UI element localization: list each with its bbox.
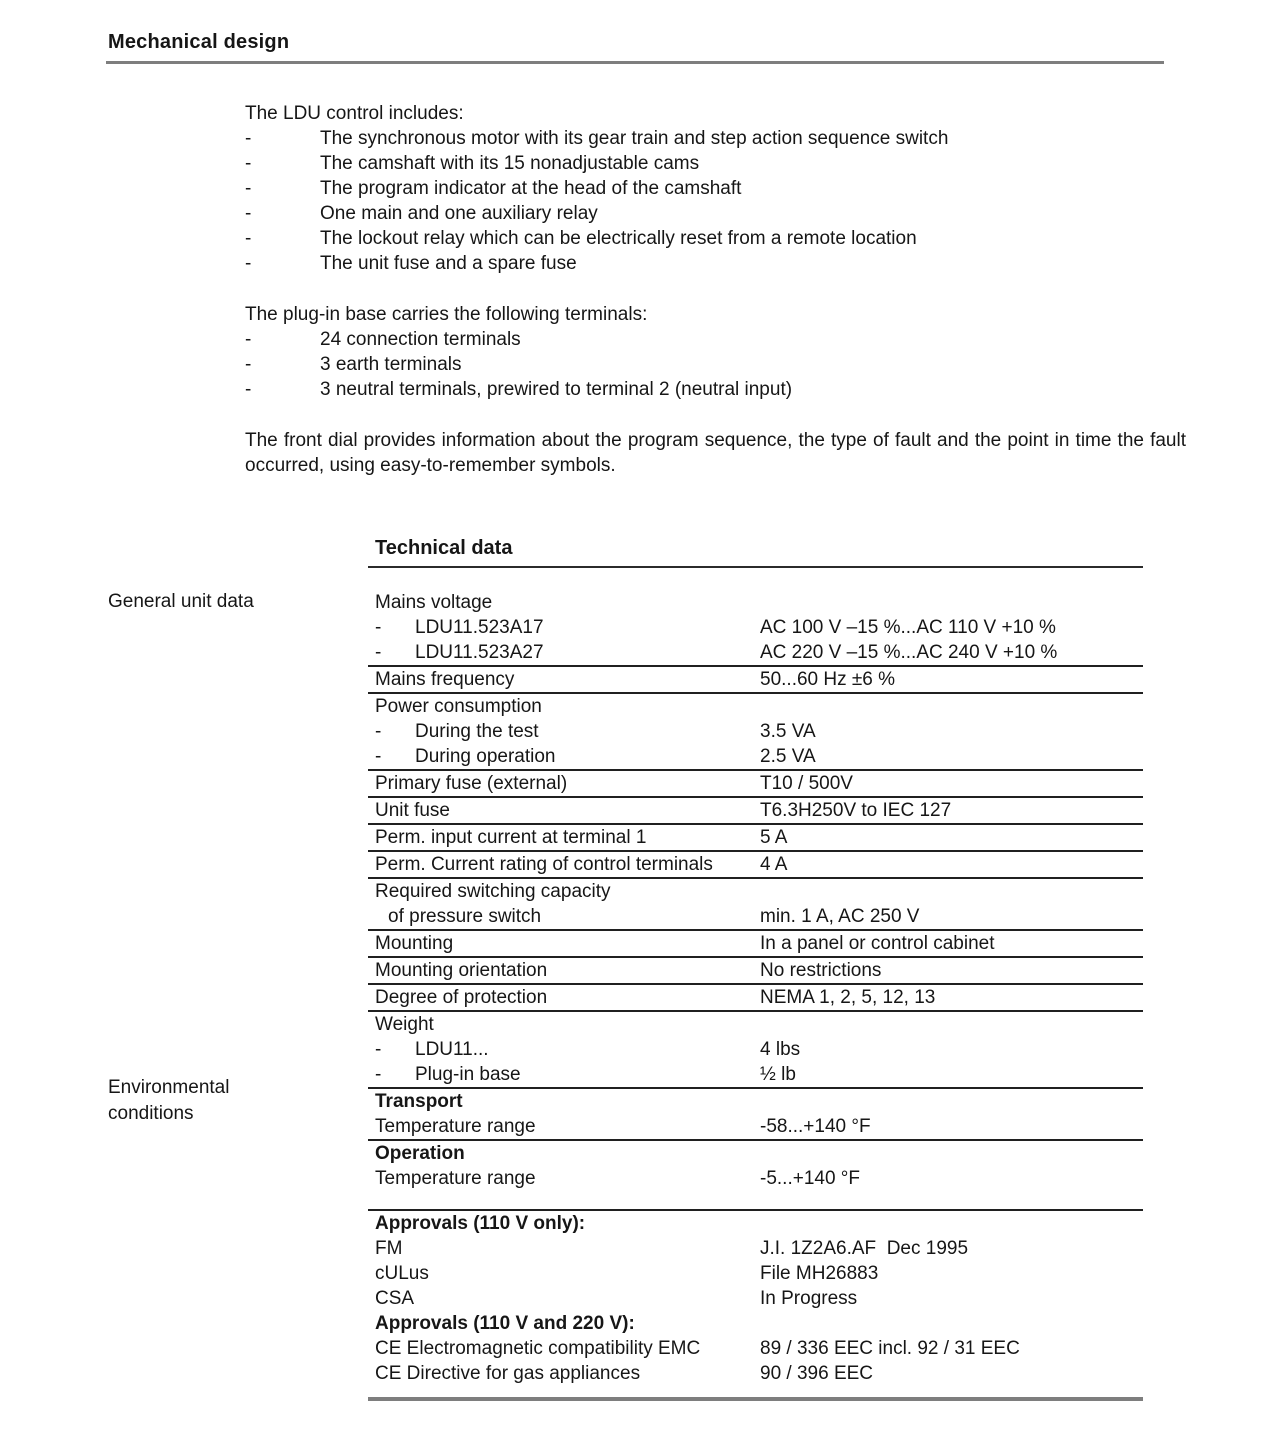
list-item-text: The camshaft with its 15 nonadjustable cams — [320, 153, 700, 174]
table-row — [368, 1037, 1143, 1062]
table-segment-mounting — [368, 931, 1143, 958]
bullet-dash: - — [245, 253, 252, 274]
table-row — [368, 1141, 1143, 1166]
row-label-text: LDU11.523A17 — [415, 617, 544, 638]
table-segment-unit-fuse — [368, 798, 1143, 825]
table-row — [368, 590, 1143, 615]
side-label-general-unit-data: General unit data — [108, 591, 254, 612]
list-item-text: The lockout relay which can be electrically reset from a remote location — [320, 228, 917, 249]
row-value: 2.5 VA — [760, 746, 816, 767]
row-label: Unit fuse — [375, 800, 450, 821]
row-label-text: Plug-in base — [415, 1064, 521, 1085]
row-value: 50...60 Hz ±6 % — [760, 669, 896, 690]
table-segment-weight — [368, 1012, 1143, 1089]
table-row — [368, 694, 1143, 719]
row-value: 90 / 396 EEC — [760, 1363, 874, 1384]
list-item-text: The program indicator at the head of the camshaft — [320, 178, 742, 199]
row-label — [368, 744, 760, 769]
table-row — [368, 1236, 1143, 1261]
row-label: Power consumption — [375, 696, 542, 717]
header-divider — [106, 61, 1164, 64]
footer-divider — [368, 1397, 1143, 1401]
list-item — [245, 151, 1186, 176]
list-item-text: 24 connection terminals — [320, 329, 521, 350]
table-row — [368, 744, 1143, 769]
table-row — [368, 958, 1143, 983]
row-label: Degree of protection — [375, 987, 548, 1008]
technical-data-table — [368, 590, 1143, 1386]
heading-divider — [368, 566, 1143, 568]
bullet-dash: - — [375, 642, 382, 663]
bullet-dash: - — [245, 178, 252, 199]
bullet-dash: - — [245, 128, 252, 149]
row-label — [368, 1062, 760, 1087]
front-dial-paragraph: The front dial provides information about the program sequence, the type of fault and the point in time the fault occurred, using easy-to-remember symbols. — [245, 430, 1186, 476]
row-value: 5 A — [760, 827, 788, 848]
page-title: Mechanical design — [108, 31, 290, 53]
list-item — [245, 176, 1186, 201]
row-label: Perm. Current rating of control terminals — [375, 854, 713, 875]
table-row — [368, 667, 1143, 692]
row-label: Primary fuse (external) — [375, 773, 568, 794]
row-label: Operation — [375, 1143, 465, 1164]
row-value: 3.5 VA — [760, 721, 816, 742]
table-segment-perm-current-rating — [368, 852, 1143, 879]
row-label-text: During operation — [415, 746, 556, 767]
table-row — [368, 1311, 1143, 1336]
list-item — [245, 251, 1186, 276]
table-row — [368, 1261, 1143, 1286]
table-row — [368, 1114, 1143, 1139]
table-segment-perm-input-current — [368, 825, 1143, 852]
row-label: Mains frequency — [375, 669, 515, 690]
list-item-text: One main and one auxiliary relay — [320, 203, 598, 224]
table-segment-degree-of-protection — [368, 985, 1143, 1012]
row-value: 4 lbs — [760, 1039, 801, 1060]
row-label: CSA — [375, 1288, 415, 1309]
row-label: Weight — [375, 1014, 434, 1035]
row-label: Mounting — [375, 933, 454, 954]
table-row — [368, 1286, 1143, 1311]
table-row — [368, 1012, 1143, 1037]
table-row — [368, 1166, 1143, 1191]
table-segment-operation — [368, 1141, 1143, 1211]
table-row — [368, 985, 1143, 1010]
table-row — [368, 904, 1143, 929]
table-row — [368, 615, 1143, 640]
spacer — [245, 276, 1186, 302]
row-value: min. 1 A, AC 250 V — [760, 906, 920, 927]
side-label-environmental-conditions: Environmental conditions — [108, 1077, 230, 1124]
row-label: Mounting orientation — [375, 960, 548, 981]
row-value: No restrictions — [760, 960, 882, 981]
row-label-text: LDU11... — [415, 1039, 489, 1060]
table-row — [368, 771, 1143, 796]
row-label: cULus — [375, 1263, 429, 1284]
row-label-text: During the test — [415, 721, 539, 742]
row-label: Approvals (110 V and 220 V): — [375, 1313, 635, 1334]
row-value: NEMA 1, 2, 5, 12, 13 — [760, 987, 936, 1008]
list-item — [245, 327, 1186, 352]
row-value: AC 100 V –15 %...AC 110 V +10 % — [760, 617, 1056, 638]
row-label — [368, 1037, 760, 1062]
list-item-text: The synchronous motor with its gear train and step action sequence switch — [320, 128, 949, 149]
bullet-dash: - — [245, 228, 252, 249]
table-row — [368, 1089, 1143, 1114]
table-segment-power-consumption — [368, 694, 1143, 771]
table-row — [368, 1062, 1143, 1087]
spacer — [368, 1386, 1143, 1396]
table-row — [368, 931, 1143, 956]
row-label: of pressure switch — [388, 906, 542, 927]
bullet-dash: - — [245, 379, 252, 400]
row-label: FM — [375, 1238, 403, 1259]
intro-lead: The LDU control includes: — [245, 103, 464, 124]
row-value: J.I. 1Z2A6.AF Dec 1995 — [760, 1238, 969, 1259]
technical-data-heading: Technical data — [375, 537, 513, 559]
table-row — [368, 1211, 1143, 1236]
table-segment-required-switching — [368, 879, 1143, 931]
bullet-dash: - — [245, 329, 252, 350]
list-item — [245, 352, 1186, 377]
plug-in-base-lead: The plug-in base carries the following terminals: — [245, 304, 648, 325]
table-row — [368, 1361, 1143, 1386]
bullet-dash: - — [375, 746, 382, 767]
row-label: Required switching capacity — [375, 881, 611, 902]
row-value: 89 / 336 EEC incl. 92 / 31 EEC — [760, 1338, 1020, 1359]
table-segment-mains-frequency — [368, 667, 1143, 694]
row-label — [368, 615, 760, 640]
row-value: -5...+140 °F — [760, 1168, 861, 1189]
row-value: ½ lb — [760, 1064, 796, 1085]
bullet-dash: - — [245, 203, 252, 224]
row-label: Approvals (110 V only): — [375, 1213, 586, 1234]
row-label — [368, 719, 760, 744]
table-row — [368, 852, 1143, 877]
bullet-dash: - — [245, 153, 252, 174]
list-item — [245, 201, 1186, 226]
list-item — [245, 377, 1186, 402]
intro-section — [245, 101, 1186, 478]
bullet-dash: - — [375, 721, 382, 742]
technical-data-section — [368, 536, 1143, 1401]
table-segment-transport — [368, 1089, 1143, 1141]
row-value: In a panel or control cabinet — [760, 933, 995, 954]
bullet-dash: - — [375, 1064, 382, 1085]
table-row — [368, 879, 1143, 904]
table-segment-primary-fuse — [368, 771, 1143, 798]
row-label: Temperature range — [375, 1116, 536, 1137]
row-value: In Progress — [760, 1288, 858, 1309]
row-label: Transport — [375, 1091, 463, 1112]
row-value: AC 220 V –15 %...AC 240 V +10 % — [760, 642, 1058, 663]
table-row — [368, 640, 1143, 665]
row-value: 4 A — [760, 854, 788, 875]
table-row — [368, 798, 1143, 823]
row-value: T6.3H250V to IEC 127 — [760, 800, 952, 821]
row-label: Perm. input current at terminal 1 — [375, 827, 647, 848]
table-row — [368, 719, 1143, 744]
list-item-text: The unit fuse and a spare fuse — [320, 253, 577, 274]
row-label: Temperature range — [375, 1168, 536, 1189]
list-item-text: 3 earth terminals — [320, 354, 462, 375]
table-row — [368, 825, 1143, 850]
table-row — [368, 1336, 1143, 1361]
list-item-text: 3 neutral terminals, prewired to terminal 2 (neutral input) — [320, 379, 793, 400]
table-segment-mounting-orientation — [368, 958, 1143, 985]
list-item — [245, 226, 1186, 251]
row-value: T10 / 500V — [760, 773, 853, 794]
row-label: CE Directive for gas appliances — [375, 1363, 641, 1384]
bullet-dash: - — [375, 1039, 382, 1060]
row-value: File MH26883 — [760, 1263, 879, 1284]
row-label: CE Electromagnetic compatibility EMC — [375, 1338, 701, 1359]
list-item — [245, 126, 1186, 151]
row-label — [368, 640, 760, 665]
row-label: Mains voltage — [375, 592, 493, 613]
row-value: -58...+140 °F — [760, 1116, 871, 1137]
bullet-dash: - — [245, 354, 252, 375]
bullet-dash: - — [375, 617, 382, 638]
table-segment-mains-voltage — [368, 590, 1143, 667]
table-segment-approvals — [368, 1211, 1143, 1386]
row-label-text: LDU11.523A27 — [415, 642, 544, 663]
